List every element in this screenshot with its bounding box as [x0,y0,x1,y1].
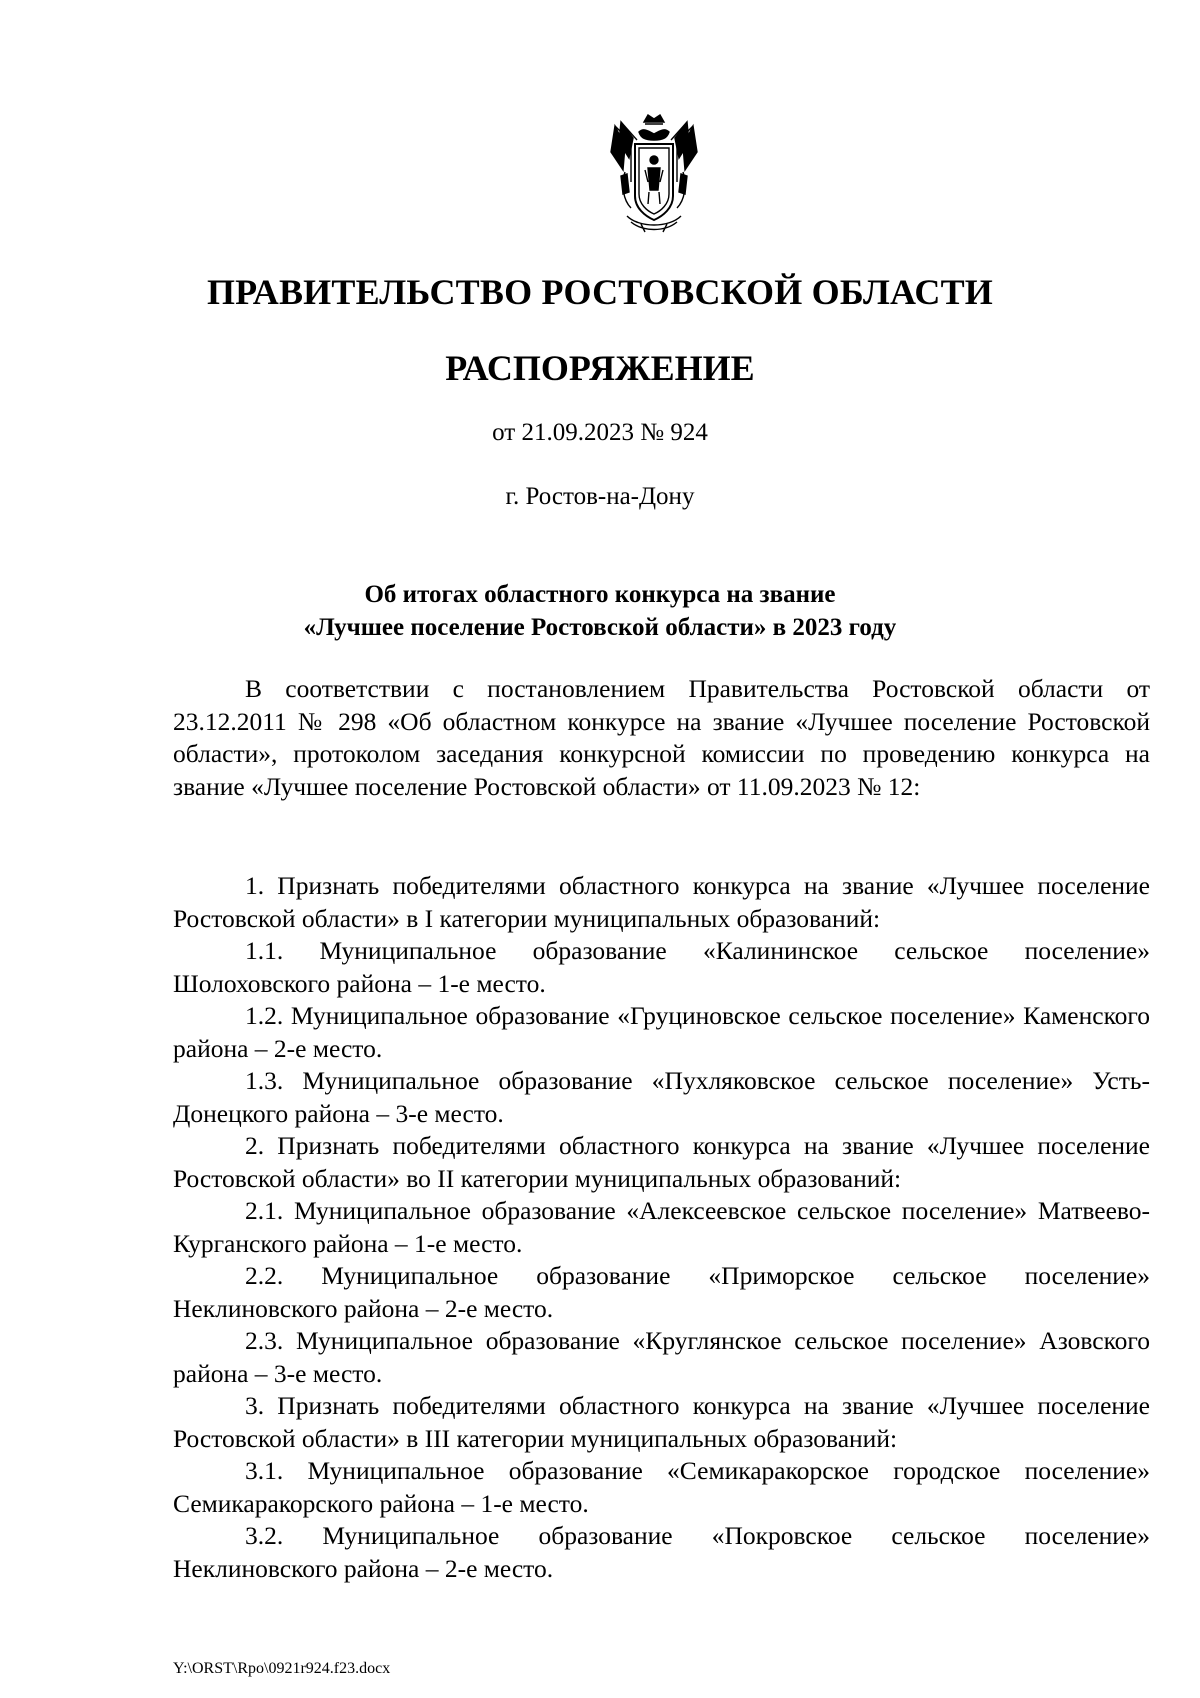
item-2-3: 2.3. Муниципальное образование «Круглянское сельское поселение» Азовского района – 3-е место. [173,1326,1150,1388]
item-1-2: 1.2. Муниципальное образование «Груциновское сельское поселение» Каменского района – 2-е место. [173,1001,1150,1063]
organization-title: ПРАВИТЕЛЬСТВО РОСТОВСКОЙ ОБЛАСТИ [206,272,994,312]
resolution-items [173,870,1150,1585]
item-3-2: 3.2. Муниципальное образование «Покровское сельское поселение» Неклиновского района – 2-е место. [173,1521,1150,1583]
subject-line-1: Об итогах областного конкурса на звание [364,581,836,608]
item-1-3: 1.3. Муниципальное образование «Пухляковское сельское поселение» Усть-Донецкого района – 3-е место. [173,1066,1150,1128]
item-1-1: 1.1. Муниципальное образование «Калининское сельское поселение» Шолоховского района – 1-е место. [173,936,1150,998]
document-date-number: от 21.09.2023 № 924 [492,419,708,446]
item-1: 1. Признать победителями областного конкурса на звание «Лучшее поселение Ростовской области» в I категории муниципальных образований: [173,871,1150,933]
file-path-footer: Y:\ORST\Rpo\0921r924.f23.docx [173,1660,391,1677]
coat-of-arms-icon [601,112,707,236]
item-2-1: 2.1. Муниципальное образование «Алексеевское сельское поселение» Матвеево-Курганского района – 1-е место. [173,1196,1150,1258]
document-city: г. Ростов-на-Дону [505,483,695,510]
document-subject [0,578,1200,644]
item-3-1: 3.1. Муниципальное образование «Семикаракорское городское поселение» Семикаракорского района – 1-е место. [173,1456,1150,1518]
document-type: РАСПОРЯЖЕНИЕ [445,348,755,388]
item-3: 3. Признать победителями областного конкурса на звание «Лучшее поселение Ростовской области» в III категории муниципальных образований: [173,1391,1150,1453]
preamble-paragraph: В соответствии с постановлением Правительства Ростовской области от 23.12.2011 № 298 «Об областном конкурсе на звание «Лучшее поселение Ростовской области», протоколом заседания конкурсной комиссии по проведению конкурса на звание «Лучшее поселение Ростовской области» от 11.09.2023 № 12: [173,674,1150,801]
subject-line-2: «Лучшее поселение Ростовской области» в 2023 году [303,614,897,641]
preamble-section [173,673,1150,803]
item-2-2: 2.2. Муниципальное образование «Приморское сельское поселение» Неклиновского района – 2-е место. [173,1261,1150,1323]
item-2: 2. Признать победителями областного конкурса на звание «Лучшее поселение Ростовской области» во II категории муниципальных образований: [173,1131,1150,1193]
